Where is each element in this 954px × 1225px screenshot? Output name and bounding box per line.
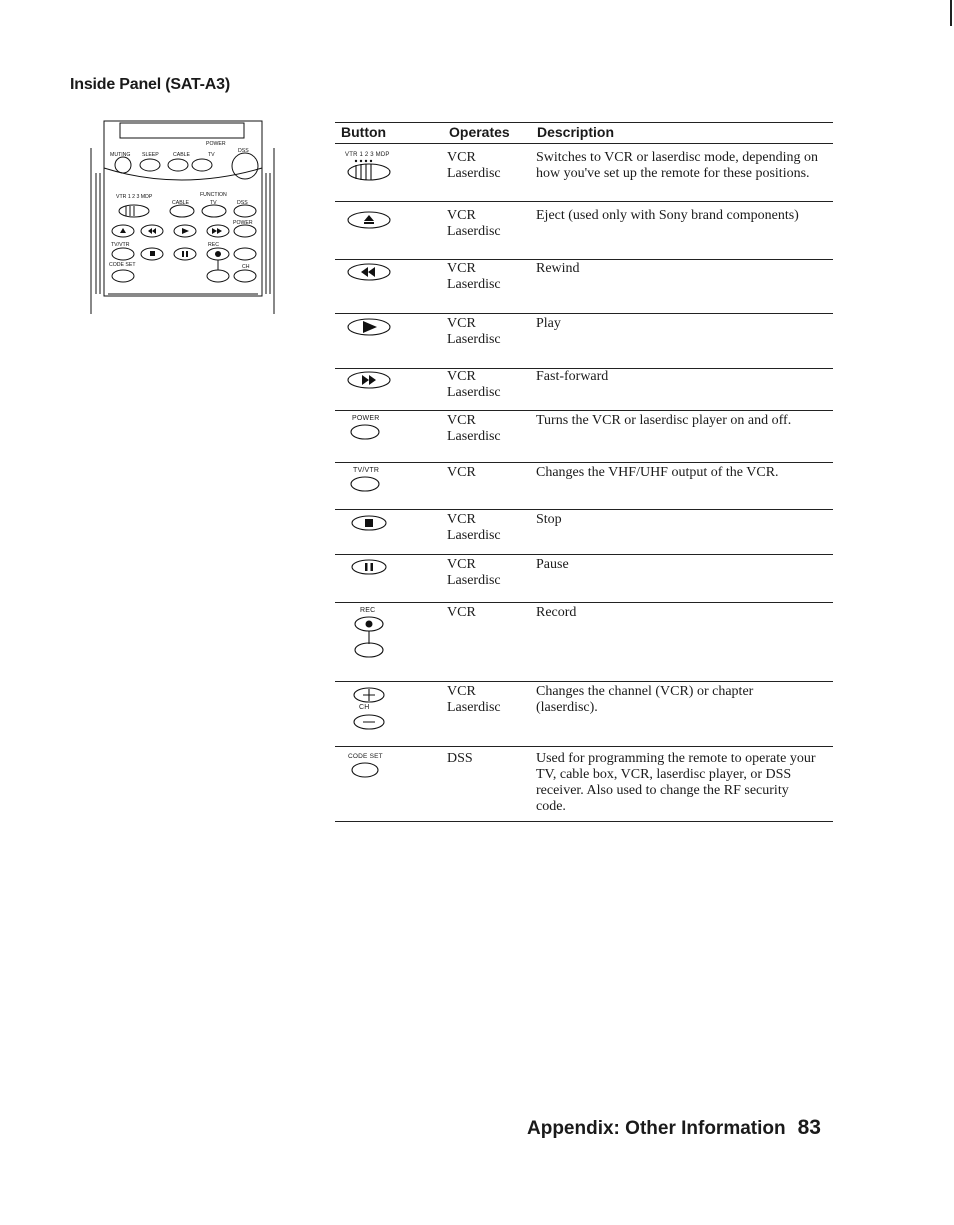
row-divider	[335, 602, 833, 603]
row-description: Rewind	[536, 261, 580, 276]
row-operates: VCR Laserdisc	[447, 557, 501, 588]
row-description: Changes the VHF/UHF output of the VCR.	[536, 465, 779, 480]
table-header	[335, 122, 833, 144]
section-title: Inside Panel (SAT-A3)	[70, 76, 230, 93]
remote-codeset-label: CODE SET	[109, 262, 136, 268]
row-description: Stop	[536, 512, 562, 527]
row-divider	[335, 509, 833, 510]
row-operates: VCR Laserdisc	[447, 316, 501, 347]
vtr-mdp-button-icon	[345, 158, 405, 182]
eject-button-icon	[345, 210, 405, 230]
channel-up-down-button-icon	[345, 685, 405, 731]
row-button-label: POWER	[352, 415, 380, 422]
remote-dss2-label: DSS	[237, 200, 248, 206]
remote-dss-label: DSS	[238, 148, 249, 154]
table-bottom-rule	[335, 821, 833, 822]
header-button: Button	[341, 124, 387, 140]
row-button-label: TV/VTR	[353, 467, 380, 474]
remote-vtr-label: VTR 1 2 3 MDP	[116, 194, 153, 200]
row-description: Fast-forward	[536, 369, 609, 384]
page-number: 83	[797, 1116, 821, 1139]
row-description: Switches to VCR or laserdisc mode, depending on how you've set up the remote for these positions.	[536, 150, 819, 181]
row-description: Changes the channel (VCR) or chapter (laserdisc).	[536, 684, 754, 715]
row-operates: VCR	[447, 465, 476, 480]
remote-power-label: POWER	[206, 141, 226, 147]
row-description: Pause	[536, 557, 569, 572]
footer-section-title: Appendix: Other Information	[527, 1118, 786, 1139]
header-operates: Operates	[449, 124, 510, 140]
remote-ch-label: CH	[242, 264, 250, 270]
code-set-button-icon	[345, 761, 405, 779]
rewind-button-icon	[345, 262, 405, 282]
row-divider	[335, 259, 833, 260]
row-description: Used for programming the remote to operate your TV, cable box, VCR, laserdisc player, or DSS receiver. Also used to change the RF security code.	[536, 751, 816, 814]
row-description: Play	[536, 316, 561, 331]
remote-cable-label: CABLE	[173, 152, 191, 158]
power-button-icon	[345, 423, 405, 441]
page-footer	[527, 1116, 821, 1140]
remote-function-label: FUNCTION	[200, 192, 227, 198]
page-edge-mark	[950, 0, 952, 26]
row-operates: VCR Laserdisc	[447, 150, 501, 181]
row-operates: VCR	[447, 605, 476, 620]
row-description: Eject (used only with Sony brand components)	[536, 208, 799, 223]
row-button-label: CH	[359, 704, 370, 711]
remote-panel-illustration	[90, 118, 276, 318]
row-divider	[335, 554, 833, 555]
play-button-icon	[345, 317, 405, 337]
row-divider	[335, 462, 833, 463]
row-description: Turns the VCR or laserdisc player on and off.	[536, 413, 792, 428]
remote-tvvtr-label: TV/VTR	[111, 242, 130, 248]
remote-muting-label: MUTING	[110, 152, 131, 158]
fast-forward-button-icon	[345, 370, 405, 390]
remote-tv2-label: TV	[210, 200, 217, 206]
row-button-label: CODE SET	[348, 753, 383, 760]
remote-rec-label: REC	[208, 242, 219, 248]
remote-cable2-label: CABLE	[172, 200, 190, 206]
remote-tv-label: TV	[208, 152, 215, 158]
row-description: Record	[536, 605, 577, 620]
header-description: Description	[537, 124, 615, 140]
stop-button-icon	[345, 514, 405, 532]
row-divider	[335, 681, 833, 682]
remote-sleep-label: SLEEP	[142, 152, 159, 158]
row-button-label: REC	[360, 607, 376, 614]
row-operates: VCR Laserdisc	[447, 413, 501, 444]
row-operates: VCR Laserdisc	[447, 261, 501, 292]
row-divider	[335, 746, 833, 747]
row-operates: VCR Laserdisc	[447, 684, 501, 715]
row-operates: VCR Laserdisc	[447, 512, 501, 543]
remote-power2-label: POWER	[233, 220, 253, 226]
pause-button-icon	[345, 558, 405, 576]
row-divider	[335, 410, 833, 411]
row-divider	[335, 201, 833, 202]
row-operates: DSS	[447, 751, 473, 766]
row-button-label: VTR 1 2 3 MDP	[345, 152, 390, 158]
row-operates: VCR Laserdisc	[447, 208, 501, 239]
tv-vtr-button-icon	[345, 475, 405, 493]
row-divider	[335, 313, 833, 314]
record-button-icon	[345, 615, 405, 659]
row-operates: VCR Laserdisc	[447, 369, 501, 400]
